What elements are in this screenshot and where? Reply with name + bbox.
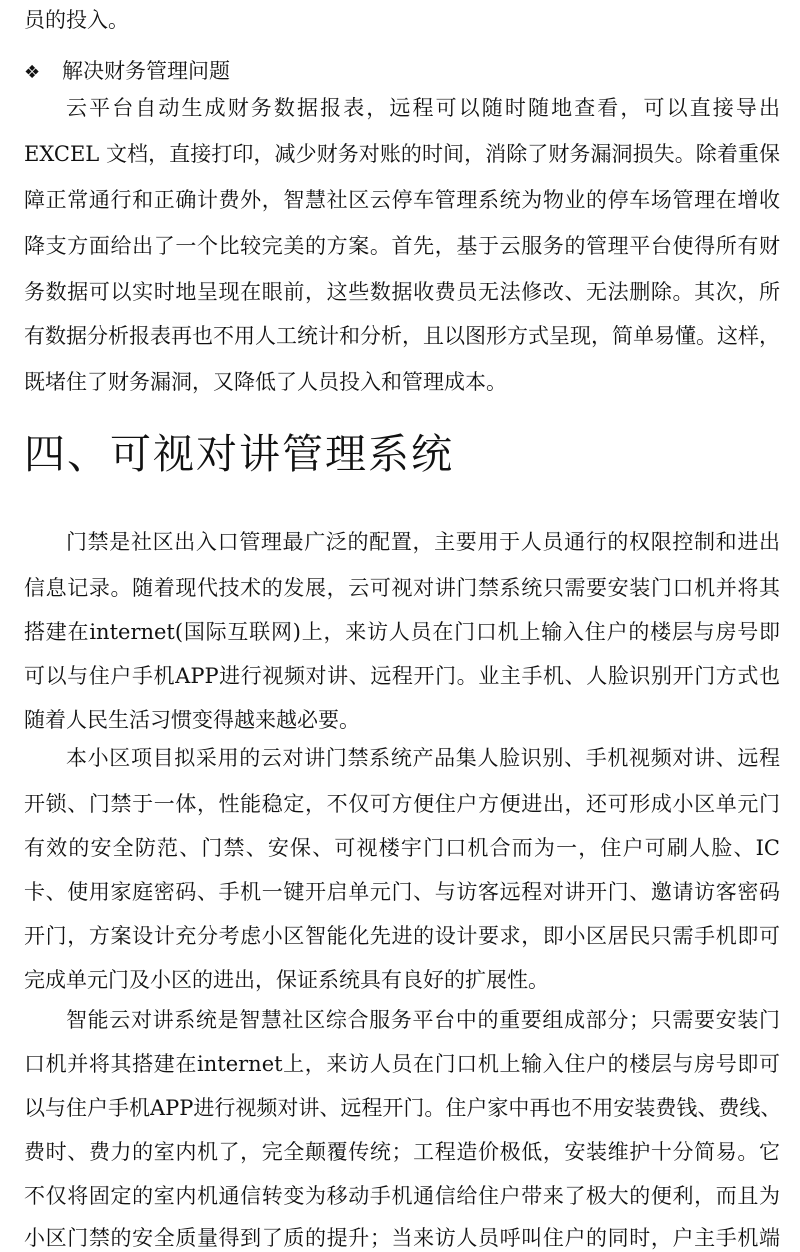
text-line: 以与住户手机APP进行视频对讲、远程开门。住户家中再也不用安装费钱、费线、: [24, 1096, 782, 1120]
text-line: 务数据可以实时地呈现在眼前，这些数据收费员无法修改、无法删除。其次，所: [24, 280, 780, 304]
text-line: 智能云对讲系统是智慧社区综合服务平台中的重要组成部分；只需要安装门: [66, 1008, 780, 1032]
text-line: 信息记录。随着现代技术的发展，云可视对讲门禁系统只需要安装门口机并将其: [24, 576, 780, 600]
text-line: 本小区项目拟采用的云对讲门禁系统产品集人脸识别、手机视频对讲、远程: [66, 746, 780, 770]
text-line: 可以与住户手机APP进行视频对讲、远程开门。业主手机、人脸识别开门方式也: [24, 664, 780, 688]
text-line: 小区门禁的安全质量得到了质的提升；当来访人员呼叫住户的同时，户主手机端: [24, 1226, 780, 1250]
text-line: 卡、使用家庭密码、手机一键开启单元门、与访客远程对讲开门、邀请访客密码: [24, 880, 780, 904]
text-line: 口机并将其搭建在internet上，来访人员在门口机上输入住户的楼层与房号即可: [24, 1052, 780, 1076]
text-line: EXCEL 文档，直接打印，减少财务对账的时间，消除了财务漏洞损失。除着重保: [24, 142, 780, 166]
text-line: 完成单元门及小区的进出，保证系统具有良好的扩展性。: [24, 968, 549, 992]
diamond-dots-icon: ❖: [24, 62, 41, 83]
text-line: 障正常通行和正确计费外，智慧社区云停车管理系统为物业的停车场管理在增收: [24, 188, 780, 212]
bullet-heading: [24, 56, 780, 86]
text-line: 降支方面给出了一个比较完美的方案。首先，基于云服务的管理平台使得所有财: [24, 234, 780, 258]
text-line: 有效的安全防范、门禁、安保、可视楼宇门口机合而为一，住户可刷人脸、IC: [24, 836, 780, 860]
text-line: 开门，方案设计充分考虑小区智能化先进的设计要求，即小区居民只需手机即可: [24, 924, 780, 948]
bullet-heading-text: 解决财务管理问题: [62, 59, 230, 83]
text-line: 开锁、门禁于一体，性能稳定，不仅可方便住户方便进出，还可形成小区单元门: [24, 792, 780, 816]
text-line: 既堵住了财务漏洞，又降低了人员投入和管理成本。: [24, 370, 507, 394]
text-line: 有数据分析报表再也不用人工统计和分析，且以图形方式呈现，简单易懂。这样，: [24, 324, 780, 348]
text-line: 不仅将固定的室内机通信转变为移动手机通信给住户带来了极大的便利，而且为: [24, 1184, 780, 1208]
text-line: 员的投入。: [24, 8, 129, 32]
text-line: 门禁是社区出入口管理最广泛的配置，主要用于人员通行的权限控制和进出: [66, 530, 780, 554]
text-line: 费时、费力的室内机了，完全颠覆传统；工程造价极低，安装维护十分简易。它: [24, 1140, 780, 1164]
section-heading: 四、可视对讲管理系统: [24, 430, 454, 478]
text-line: 随着人民生活习惯变得越来越必要。: [24, 708, 360, 732]
text-line: 搭建在internet(国际互联网)上，来访人员在门口机上输入住户的楼层与房号即: [24, 620, 780, 644]
text-line: 云平台自动生成财务数据报表，远程可以随时随地查看，可以直接导出: [66, 96, 780, 120]
